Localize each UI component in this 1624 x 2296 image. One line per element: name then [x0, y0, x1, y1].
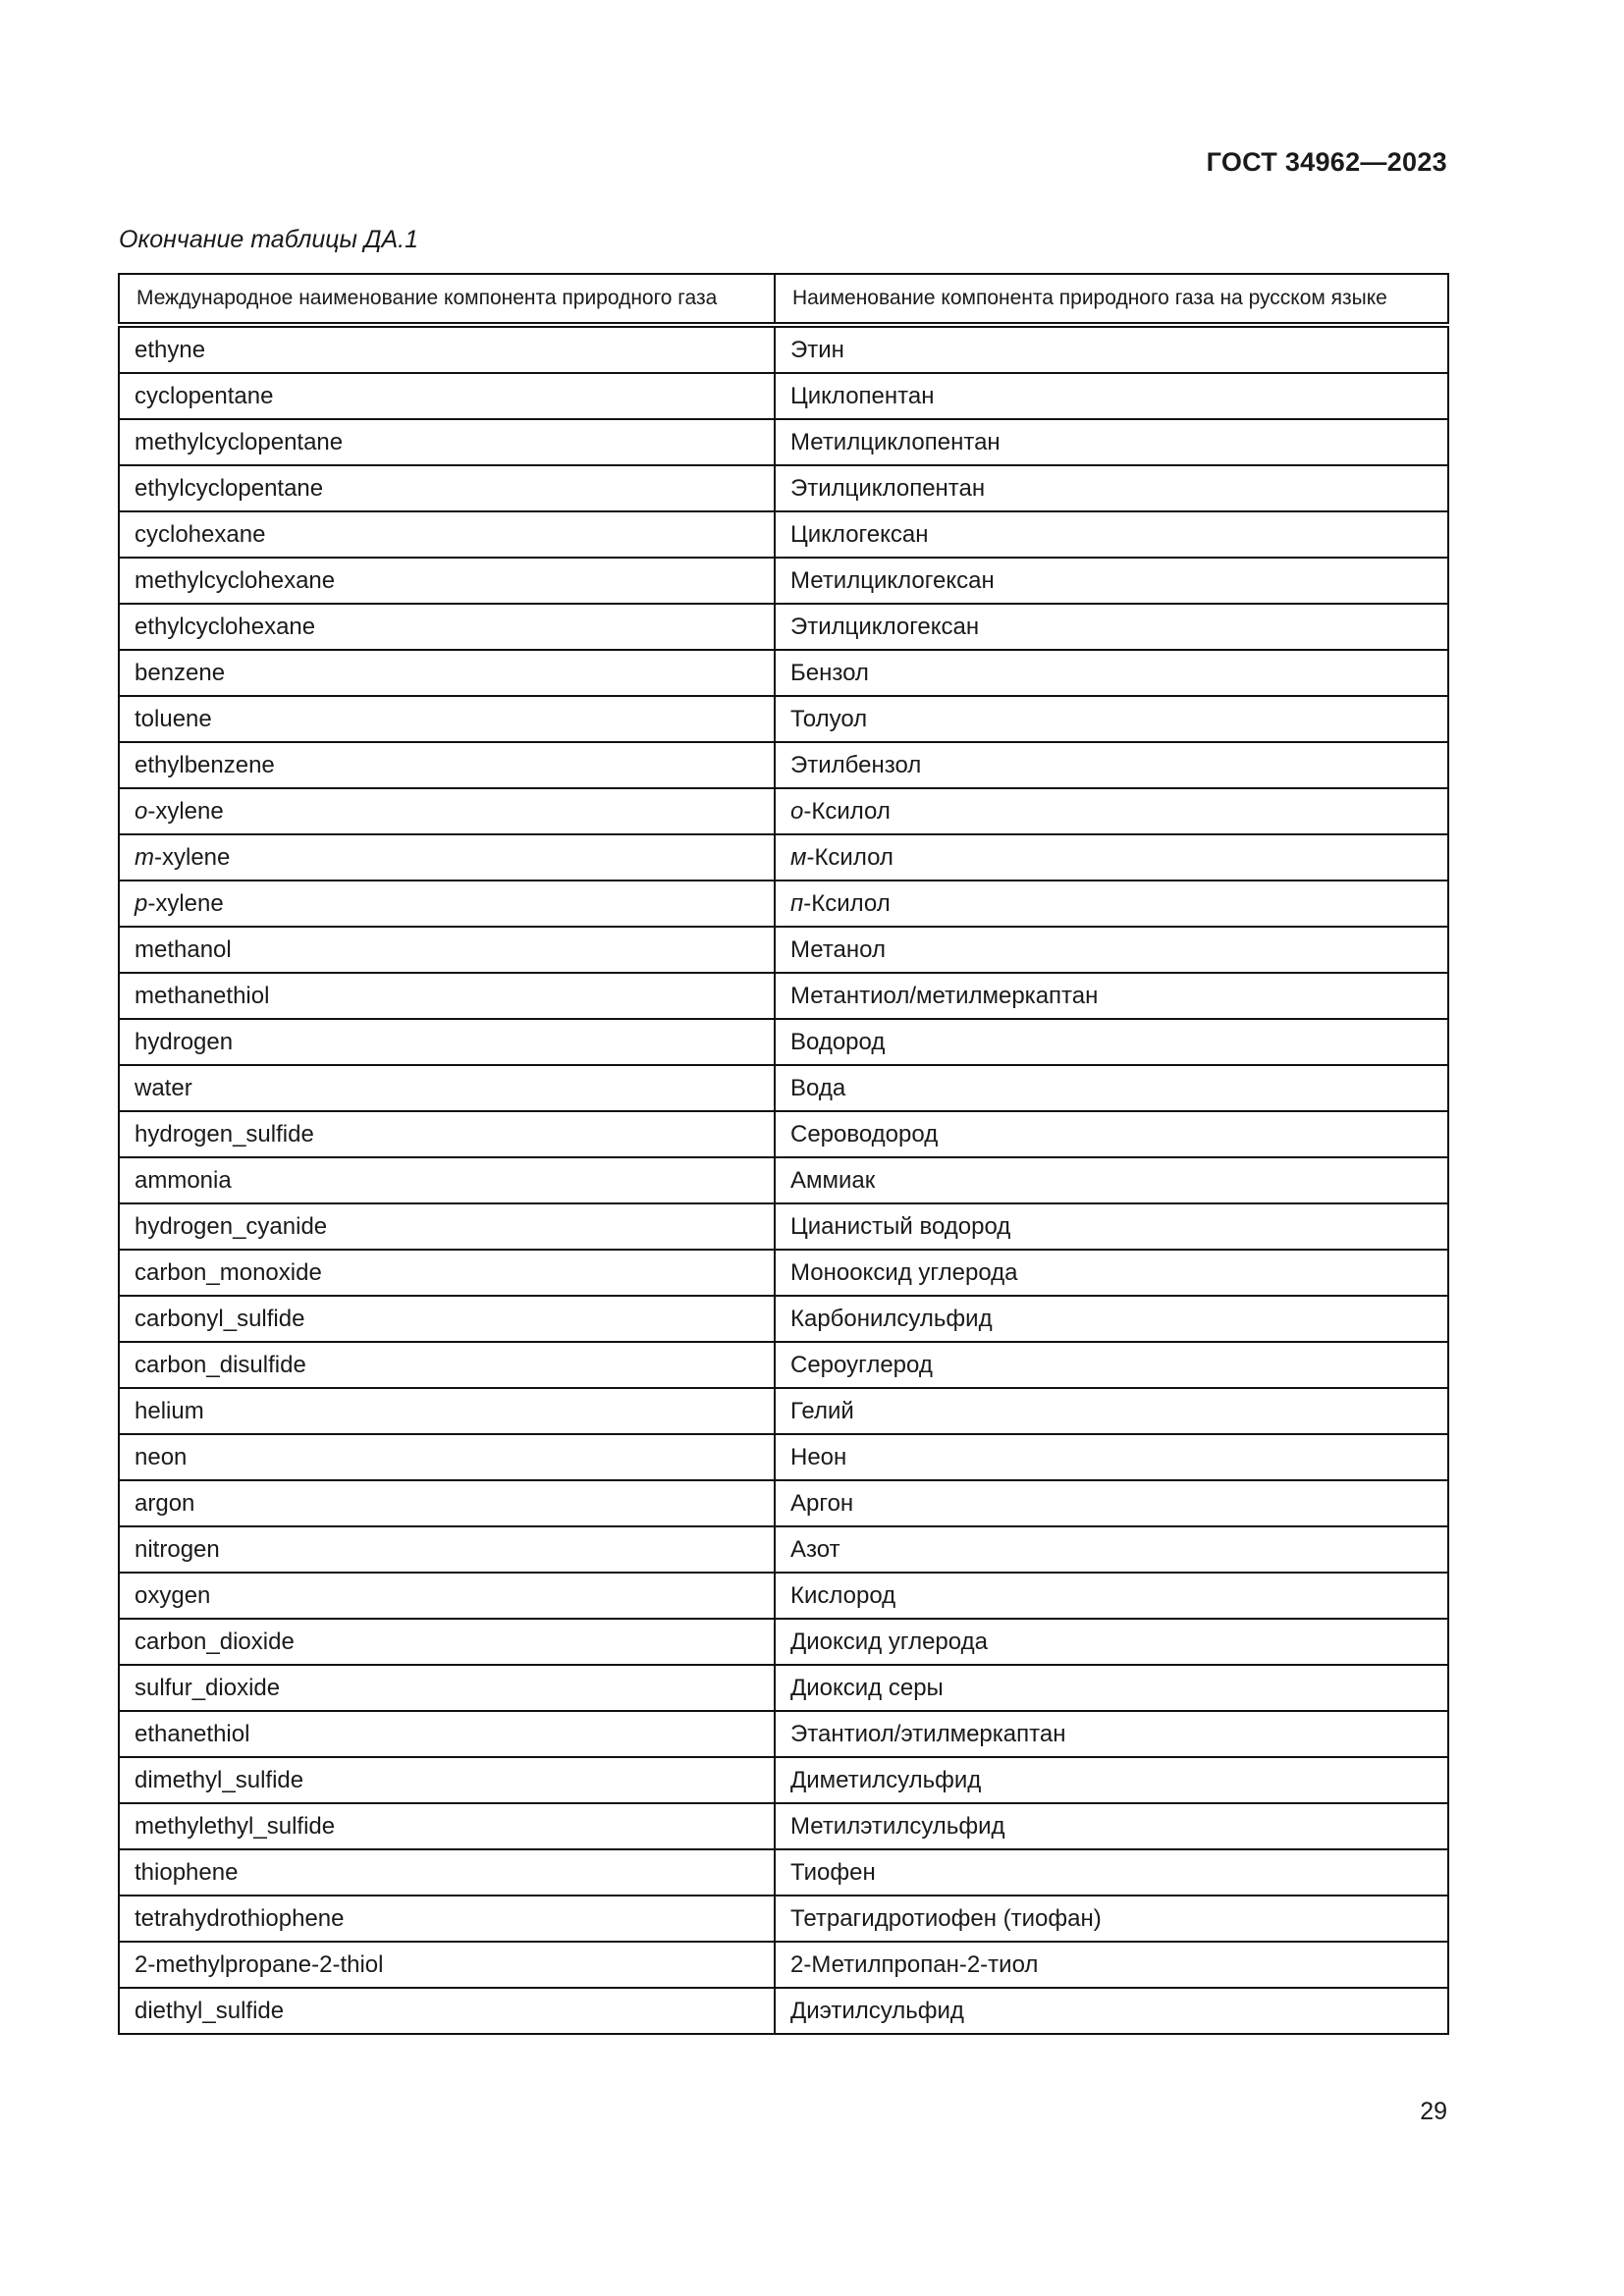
russian-name-cell [775, 1573, 1448, 1619]
russian-name-text: Цианистый водород [790, 1212, 1011, 1240]
table-row [119, 1019, 1448, 1065]
russian-name-cell [775, 419, 1448, 465]
russian-name-cell [775, 558, 1448, 604]
international-name-cell [119, 1665, 775, 1711]
international-name-text: ethylcyclohexane [135, 613, 316, 640]
russian-name-cell [775, 881, 1448, 927]
international-name-cell [119, 1942, 775, 1988]
russian-name-cell [775, 788, 1448, 834]
international-name-cell [119, 465, 775, 511]
russian-name-cell [775, 1480, 1448, 1526]
international-name-text: -xylene [147, 797, 224, 825]
table-row [119, 1619, 1448, 1665]
russian-name-cell [775, 1434, 1448, 1480]
table-row [119, 834, 1448, 881]
russian-name-cell [775, 927, 1448, 973]
russian-name-text: Этантиол/этилмеркаптан [790, 1720, 1066, 1747]
international-name-cell [119, 650, 775, 696]
international-name-text: neon [135, 1443, 188, 1470]
russian-name-cell [775, 1896, 1448, 1942]
page-number: 29 [1420, 2098, 1447, 2125]
russian-name-text: Циклопентан [790, 382, 935, 409]
russian-name-text: Этилциклогексан [790, 613, 980, 640]
international-name-cell [119, 1342, 775, 1388]
russian-name-text: Сероуглерод [790, 1351, 933, 1378]
isomer-prefix: m [135, 843, 154, 871]
international-name-text: ammonia [135, 1166, 232, 1194]
russian-name-text: Бензол [790, 659, 869, 686]
international-name-cell [119, 881, 775, 927]
document-header-standard: ГОСТ 34962—2023 [1206, 147, 1447, 177]
international-name-cell [119, 558, 775, 604]
international-name-text: hydrogen_sulfide [135, 1120, 314, 1148]
international-name-text: nitrogen [135, 1535, 220, 1563]
russian-name-cell [775, 1203, 1448, 1250]
isomer-prefix: м [790, 843, 807, 871]
russian-name-text: Вода [790, 1074, 846, 1101]
russian-name-text: Циклогексан [790, 520, 929, 548]
table-row [119, 1573, 1448, 1619]
table-row [119, 881, 1448, 927]
table-caption: Окончание таблицы ДА.1 [119, 226, 418, 253]
isomer-prefix: п [790, 889, 804, 917]
international-name-text: methanol [135, 935, 232, 963]
russian-name-cell [775, 1942, 1448, 1988]
russian-name-text: Водород [790, 1028, 886, 1055]
international-name-text: ethylbenzene [135, 751, 275, 778]
russian-name-cell [775, 1849, 1448, 1896]
international-name-text: carbon_dioxide [135, 1628, 295, 1655]
international-name-text: oxygen [135, 1581, 211, 1609]
international-name-cell [119, 373, 775, 419]
russian-name-text: Аммиак [790, 1166, 876, 1194]
international-name-text: thiophene [135, 1858, 239, 1886]
table-row [119, 788, 1448, 834]
table-row [119, 742, 1448, 788]
table-row [119, 1434, 1448, 1480]
international-name-cell [119, 1388, 775, 1434]
international-name-text: carbon_disulfide [135, 1351, 306, 1378]
international-name-text: water [135, 1074, 192, 1101]
international-name-text: ethylcyclopentane [135, 474, 324, 502]
russian-name-text: Неон [790, 1443, 847, 1470]
international-name-text: -xylene [147, 889, 224, 917]
table-row [119, 1942, 1448, 1988]
table-row [119, 1480, 1448, 1526]
russian-name-cell [775, 1296, 1448, 1342]
international-name-cell [119, 1019, 775, 1065]
table-row [119, 1711, 1448, 1757]
table-row [119, 1896, 1448, 1942]
table-row [119, 696, 1448, 742]
table-row [119, 1250, 1448, 1296]
international-name-cell [119, 1296, 775, 1342]
international-name-text: toluene [135, 705, 212, 732]
international-name-cell [119, 1757, 775, 1803]
international-name-cell [119, 742, 775, 788]
international-name-cell [119, 1480, 775, 1526]
table-row [119, 1111, 1448, 1157]
table-row [119, 1665, 1448, 1711]
international-name-cell [119, 834, 775, 881]
international-name-cell [119, 1803, 775, 1849]
russian-name-cell [775, 1757, 1448, 1803]
russian-name-text: Кислород [790, 1581, 896, 1609]
russian-name-text: Диметилсульфид [790, 1766, 982, 1793]
russian-name-cell [775, 1157, 1448, 1203]
isomer-prefix: p [135, 889, 148, 917]
russian-name-text: Диэтилсульфид [790, 1997, 964, 2024]
table-body [119, 325, 1448, 2034]
isomer-prefix: о [790, 797, 804, 825]
component-names-table [118, 273, 1449, 2035]
table-header-row [119, 274, 1448, 325]
table-row [119, 1803, 1448, 1849]
international-name-text: cyclohexane [135, 520, 266, 548]
russian-name-text: Метилэтилсульфид [790, 1812, 1005, 1840]
international-name-text: ethanethiol [135, 1720, 250, 1747]
russian-name-cell [775, 1388, 1448, 1434]
russian-name-cell [775, 1619, 1448, 1665]
international-name-cell [119, 1250, 775, 1296]
international-name-text: carbon_monoxide [135, 1258, 322, 1286]
russian-name-cell [775, 1803, 1448, 1849]
russian-name-cell [775, 650, 1448, 696]
international-name-text: carbonyl_sulfide [135, 1305, 305, 1332]
table-row [119, 511, 1448, 558]
russian-name-text: Этилбензол [790, 751, 922, 778]
russian-name-cell [775, 696, 1448, 742]
russian-name-text: Монооксид углерода [790, 1258, 1018, 1286]
table-row [119, 419, 1448, 465]
russian-name-cell [775, 1526, 1448, 1573]
russian-name-text: -Ксилол [803, 797, 891, 825]
russian-name-cell [775, 1988, 1448, 2034]
russian-name-text: Метанол [790, 935, 886, 963]
table-row [119, 1203, 1448, 1250]
international-name-cell [119, 1526, 775, 1573]
russian-name-cell [775, 1111, 1448, 1157]
russian-name-text: Этин [790, 336, 844, 363]
russian-name-cell [775, 1665, 1448, 1711]
russian-name-text: Метилциклопентан [790, 428, 1001, 455]
international-name-cell [119, 1896, 775, 1942]
russian-name-text: Карбонилсульфид [790, 1305, 993, 1332]
table-row [119, 1157, 1448, 1203]
international-name-cell [119, 1434, 775, 1480]
table-row [119, 465, 1448, 511]
international-name-text: ethyne [135, 336, 206, 363]
column-header-russian-name: Наименование компонента природного газа на русском языке [775, 274, 1448, 325]
russian-name-text: Сероводород [790, 1120, 939, 1148]
table-row [119, 927, 1448, 973]
international-name-cell [119, 419, 775, 465]
russian-name-cell [775, 1342, 1448, 1388]
table-row [119, 1526, 1448, 1573]
russian-name-cell [775, 1065, 1448, 1111]
table-row [119, 1342, 1448, 1388]
russian-name-cell [775, 373, 1448, 419]
international-name-cell [119, 511, 775, 558]
international-name-text: methylcyclopentane [135, 428, 344, 455]
international-name-text: benzene [135, 659, 226, 686]
table-row [119, 604, 1448, 650]
table-row [119, 1757, 1448, 1803]
international-name-cell [119, 788, 775, 834]
international-name-cell [119, 1157, 775, 1203]
russian-name-text: Тетрагидротиофен (тиофан) [790, 1904, 1102, 1932]
russian-name-text: Толуол [790, 705, 868, 732]
russian-name-text: Азот [790, 1535, 840, 1563]
international-name-cell [119, 604, 775, 650]
russian-name-text: -Ксилол [803, 889, 891, 917]
international-name-cell [119, 1203, 775, 1250]
international-name-text: helium [135, 1397, 204, 1424]
russian-name-cell [775, 1711, 1448, 1757]
international-name-text: dimethyl_sulfide [135, 1766, 304, 1793]
table-row [119, 1065, 1448, 1111]
russian-name-text: 2-Метилпропан-2-тиол [790, 1950, 1039, 1978]
russian-name-cell [775, 742, 1448, 788]
international-name-cell [119, 1619, 775, 1665]
russian-name-text: Гелий [790, 1397, 854, 1424]
column-header-international-name: Международное наименование компонента природного газа [119, 274, 775, 325]
russian-name-cell [775, 973, 1448, 1019]
table-row [119, 1988, 1448, 2034]
table-row [119, 1388, 1448, 1434]
international-name-cell [119, 696, 775, 742]
international-name-cell [119, 1849, 775, 1896]
international-name-cell [119, 1988, 775, 2034]
table-row [119, 973, 1448, 1019]
international-name-text: methylethyl_sulfide [135, 1812, 336, 1840]
international-name-cell [119, 325, 775, 373]
russian-name-text: Аргон [790, 1489, 854, 1517]
international-name-text: methylcyclohexane [135, 566, 336, 594]
russian-name-cell [775, 325, 1448, 373]
international-name-cell [119, 1573, 775, 1619]
russian-name-text: -Ксилол [806, 843, 893, 871]
international-name-cell [119, 1111, 775, 1157]
russian-name-cell [775, 1019, 1448, 1065]
international-name-text: methanethiol [135, 982, 270, 1009]
table-row [119, 1296, 1448, 1342]
russian-name-text: Этилциклопентан [790, 474, 986, 502]
russian-name-cell [775, 834, 1448, 881]
russian-name-text: Диоксид углерода [790, 1628, 988, 1655]
international-name-cell [119, 1711, 775, 1757]
international-name-text: sulfur_dioxide [135, 1674, 281, 1701]
component-names-table-container [118, 273, 1447, 2035]
table-row [119, 325, 1448, 373]
isomer-prefix: o [135, 797, 148, 825]
russian-name-text: Тиофен [790, 1858, 876, 1886]
table-row [119, 650, 1448, 696]
international-name-cell [119, 927, 775, 973]
russian-name-cell [775, 1250, 1448, 1296]
international-name-cell [119, 973, 775, 1019]
table-row [119, 373, 1448, 419]
table-row [119, 558, 1448, 604]
international-name-text: hydrogen [135, 1028, 234, 1055]
russian-name-text: Диоксид серы [790, 1674, 944, 1701]
international-name-cell [119, 1065, 775, 1111]
international-name-text: tetrahydrothiophene [135, 1904, 345, 1932]
international-name-text: diethyl_sulfide [135, 1997, 285, 2024]
international-name-text: -xylene [154, 843, 231, 871]
russian-name-cell [775, 465, 1448, 511]
russian-name-text: Метилциклогексан [790, 566, 995, 594]
russian-name-cell [775, 604, 1448, 650]
table-row [119, 1849, 1448, 1896]
international-name-text: 2-methylpropane-2-thiol [135, 1950, 384, 1978]
russian-name-cell [775, 511, 1448, 558]
international-name-text: hydrogen_cyanide [135, 1212, 328, 1240]
international-name-text: argon [135, 1489, 195, 1517]
international-name-text: cyclopentane [135, 382, 274, 409]
russian-name-text: Метантиол/метилмеркаптан [790, 982, 1099, 1009]
